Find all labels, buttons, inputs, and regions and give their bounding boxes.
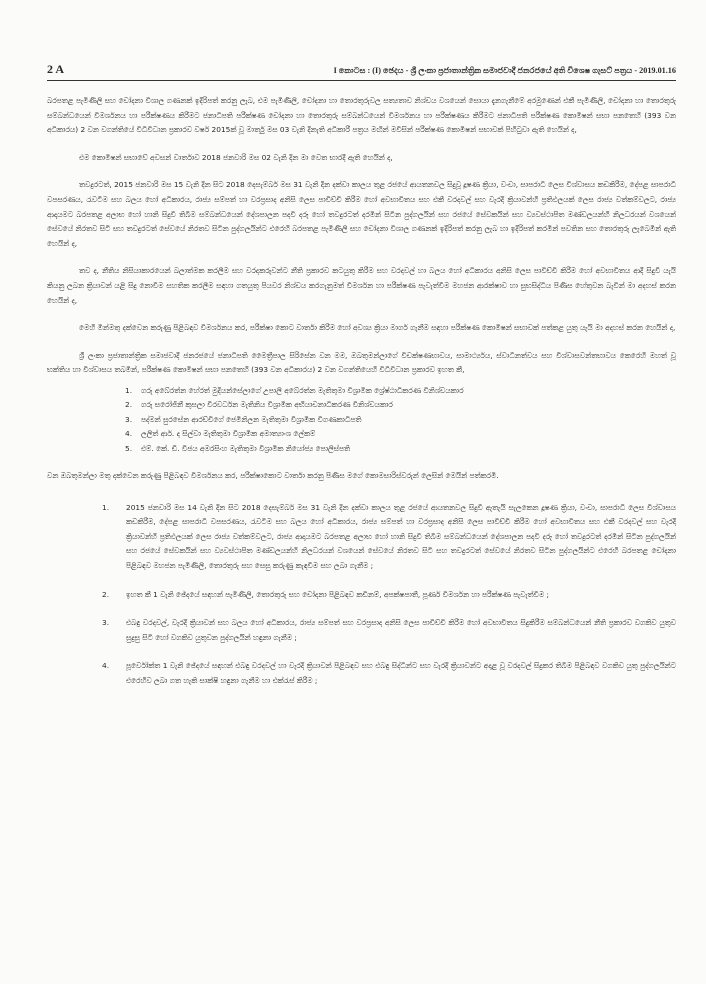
document-body bbox=[47, 94, 676, 702]
terms-of-reference-list bbox=[47, 501, 676, 689]
list-item: 3. එබඳු වරදවල්, වැරදි ක්‍රියාවන් සහ බලය හෝ අධිකාරය, රාජ්‍ය සම්පත් සහ වරප්‍රසාද අනිසි ලෙස පාවිච්චි කිරීම හෝ අවභාවිතය සිදුකිරීම සම්බන්ධයෙන් නීති ප්‍රකාරව වගකිව යුතුව සුදුසු සිටි හෝ වගකිව යුතුවන පුද්ගලයින් හඳුනා ගැනීම ; bbox=[102, 618, 676, 642]
list-item: 1. ගරු අබේරත්න හේරත් මුදියන්සේලාගේ උපාලි අබේරත්න මැතිතුමා විශ්‍රාමික ශ්‍රේෂ්ඨාධිකරණ විනිශ්චයකාර bbox=[125, 385, 464, 395]
commissioner-list bbox=[47, 384, 676, 456]
paragraph-2: එම කොමිෂන් සභාවේ අවසන් වාර්තාව 2018 ජනවාරි මස 02 වැනි දින මා වෙත භාරදී ඇති හෙයින් ද, bbox=[79, 152, 393, 162]
list-item: 2. ඉහත කී 1 වැනි ඡේදයේ සඳහන් පැමිණිලි, තොරතුරු සහ චෝදනා පිළිබඳව කඩිනම්, අපක්ෂපාතී, පූර්ණ විමර්ශන හා පරීක්ෂණ පැවැත්වීම ; bbox=[102, 589, 550, 599]
list-item: 2. ගරු සරෝජිනී කුසලා වීරවර්ධන මැතිනිය විශ්‍රාමික අභියාචනාධිකරණ විනිශ්චයකාර bbox=[125, 400, 393, 410]
page-header bbox=[47, 62, 676, 77]
paragraph-7: වන ඔබතුමන්ලා මතු දක්වෙන කරුණු පිළිබඳව විමර්ශනය කර, පරීක්ෂාකොට වාර්තා කරනු පිණිස මගේ කොමසාරිස්වරුන් ලෙසින් මෙයින් පත්කරමි. bbox=[47, 470, 499, 480]
list-item: 4. පූර්වෝක්ත 1 වැනි ඡේදයේ සඳහන් එබඳු වරදවල් හා වැරදි ක්‍රියාවන් පිළිබඳව සහ එබඳු සිද්ධීන්ට සහ වැරදි ක්‍රියාවන්ට අදාළ වූ වරදවල් සිදුකර තිබීම පිළිබඳව වගකිව යුතු පුද්ගලයින්ට එරෙහිව ලබා ගත හැකි සාක්ෂි හඳුනා ගැනීම හා එක්රැස් කිරීම ; bbox=[102, 661, 676, 685]
list-item: 4. ලලිත් ආර්. ද සිල්වා මැතිතුමා විශ්‍රාමික අමාත්‍යාංශ ලේකම් bbox=[125, 429, 316, 439]
gazette-title: I කොටස : (I) ඡෙදය - ශ්‍රී ලංකා ප්‍රජාතාන්ත්‍රික සමාජවාදී ජනරජයේ අති විශෙෂ ගැසට් පත්‍රය - 2019.01.16 bbox=[333, 66, 676, 75]
list-item: 3. පද්මන් සුරසේන ආරච්චිගේ ජෙමිනිලන මැතිතුමා විශ්‍රාමික විගණකාධිපති bbox=[125, 414, 362, 424]
header-rule bbox=[47, 80, 676, 81]
paragraph-4: තව ද, නීතිය නිසියාකාරයෙන් බලාත්මක කරලීම සහ වරදකරුවන්ට නීති ප්‍රකාරව කටයුතු කිරීම සහ වරදවල් හා බලය හෝ අධිකාරය අනිසි ලෙස පාවිච්චි කිරීම හෝ අවභාවිතය ආදී සිදුවී යැයි කියනු ලබන ක්‍රියාවන් යළි සිදු නොවීම සහතික කරලීම සඳහා ගතයුතු පියවර නිශ්චය කරගැනුමත් විමර්ශන හා පරීක්ෂණ පැවැත්වීම මහජන ආරක්ෂාව හා සුභසිද්ධිය පිණිස හේතුවන බැවින් මා අදහස් කරන හෙයින් ද, bbox=[47, 266, 676, 305]
paragraph-5: මෙහි මින්මතු දක්වෙන කරුණු පිළිබඳව විමර්ශනය කර, පරීක්ෂා කොට වාර්තා කිරීම හෝ අවශ්‍ය ක්‍රියා මාර්ග ගැනීම සඳහා පරීක්ෂණ කොමිෂන් සභාවක් පත්කළ යුතු යැයි මා අදහස් කරන හෙයින් ද, bbox=[79, 323, 676, 333]
paragraph-3: තවදුරටත්, 2015 ජනවාරි මස 15 වැනි දින සිට 2018 දෙසැම්බර් මස 31 වැනි දින දක්වා කාලය තුළ රජයේ ආයතනවල සිදුවූ දූෂණ ක්‍රියා, වංචා, සාපරාධී ලෙස විශ්වාසය කඩකිරීම, දේපළ සාපරාධී වපසරණය, රැවටීම සහ බලය හෝ අධිකාරය, රාජ්‍ය සම්පත් හා වරප්‍රසාද අනිසි ලෙස පාවිච්චි කිරීම හෝ අවභාවිතය සහ එකී වරදවල් සහ වැරදි ක්‍රියාවන්හි ප්‍රතිඵලයක් ලෙස රාජ්‍ය වත්කම්වලට, රාජ්‍ය ආදායමට බරපතළ අලාභ හෝ හානි සිදුවී තිබීම සම්බන්ධයෙන් දේශපාලන පදවි දරූ හෝ තවදුරටත් දරමින් සිටින පුද්ගලයින් සහ රජයේ සේවකයින් සහ ව්‍යවස්ථාපිත මණ්ඩලයන්හි නිලධරයන් වශයෙන් සේවයේ නිරතව සිටි සහ තවදුරටත් සේවයේ නිරතව සිටින පුද්ගලයින්ට එරෙහි බරපතළ පැමිණිලි සහ චෝදනා විශාල ගණනක් ඉදිරිපත් කරනු ලැබ හා ඉදිරිපත් කරමින් පවතින සහ තොරතුරු ලැබෙමින් ඇති හෙයින් ද, bbox=[47, 180, 676, 248]
paragraph-1: බරපතළ පැමිණිලි සහ චෝදනා විශාල ගණනක් ඉදිරිපත් කරනු ලැබ, එම පැමිණිලි, චෝදනා හා තොරතුරුවල සත්‍යතාව නිශ්චය වශයෙන් සොයා දැනගැනීමේ අරමුණෙන් එකී පැමිණිලි, චෝදනා හා තොරතුරු සම්බන්ධයෙන් විමර්ශනය හා පරීක්ෂණය කිරීමට ජනාධිපති පරීක්ෂණ චෝදනා හා තොරතුරු සම්බන්ධයෙන් විමර්ශනය හා පරීක්ෂණය කිරීමට ජනාධිපති පරීක්ෂණ කොමිෂන් සභා පනතෙහි (393 වන අධිකාරය) 2 වන වගන්තියේ විධිවිධාන ප්‍රකාරව වර්ෂ 2015ක් වූ මාර්තු මස 03 වැනි දිනැති අධිකාරී පත්‍රය මඟින් මවිසින් පරීක්ෂණ කොමිෂන් සභාවක් පිහිටුවා ඇති හෙයින් ද, bbox=[47, 96, 676, 135]
list-item: 1. 2015 ජනවාරි මස 14 වැනි දින සිට 2018 දෙසැම්බර් මස 31 වැනි දින දක්වා කාලය තුළ රජයේ ආයතනවල සිදුවී ඇතැයි සැලකෙන දූෂණ ක්‍රියා, වංචා, සාපරාධී ලෙස විශ්වාසය කඩකිරීම, දේපළ සාපරාධී වපසරණය, රැවටීම සහ බලය හෝ අධිකාරය, රාජ්‍ය සම්පත් හා වරප්‍රසාද අනිසි ලෙස පාවිච්චි කිරීම හෝ අවභාවිතය සහ එකී වරදවල් සහ වැරදි ක්‍රියාවන්හි ප්‍රතිඵලයක් ලෙස රාජ්‍ය වත්කම්වලට, රාජ්‍ය ආදායමට බරපතළ අලාභ හෝ හානි සිදුවී තිබීම සම්බන්ධයෙන් දේශපාලන පදවි දරූ හෝ තවදුරටත් දරමින් සිටින පුද්ගලයින් සහ රජයේ සේවකයින් සහ ව්‍යවස්ථාපිත මණ්ඩලයන්හි නිලධරයන් වශයෙන් සේවයේ නිරතව සිටි සහ තවදුරටත් සේවයේ නිරතව සිටින පුද්ගලයින්ට එරෙහි බරපතළ චෝදනා පිළිබඳව මහජන පැමිණිලි, තොරතුරු සහ සෙසු කරුණු කැඳවීම සහ ලබා ගැනීම ; bbox=[102, 502, 676, 570]
paragraph-6: ශ්‍රී ලංකා ප්‍රජාතාන්ත්‍රික සමාජවාදී ජනරජයේ ජනාධිපති මෛත්‍රීපාල සිරිසේන වන මම, ඔබතුමන්ලාගේ විචක්ෂණභාවය, සාමාර්ථ්‍යය, ස්වාධීනත්වය සහ විශ්වාසවන්තභාවය කෙරෙහි මහත් වූ භක්තිය හා විශ්වාසය තබමින්, පරීක්ෂණ කොමිෂන් සභා පනතෙහි (393 වන අධිකාරය) 2 වන වගන්තියෙහි විධිවිධාන ප්‍රකාරව ඉහත කී, bbox=[47, 350, 676, 375]
page-number: 2 A bbox=[47, 62, 65, 76]
list-item: 5. එම්. කේ. ඩී. විජය අමරසිංහ මැතිතුමා විශ්‍රාමික නියෝජ්‍ය පොලිස්පති bbox=[125, 443, 350, 453]
